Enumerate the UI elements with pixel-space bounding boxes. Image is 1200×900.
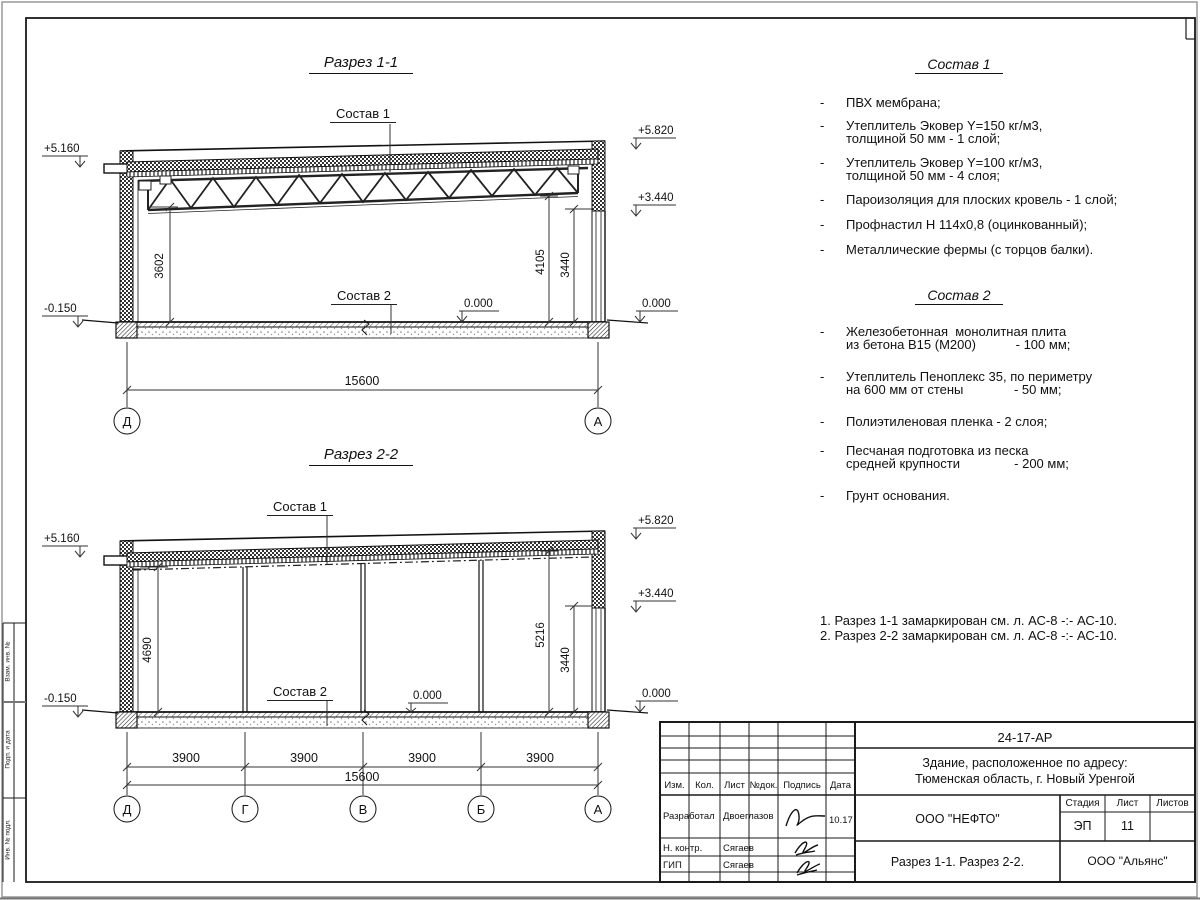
svg-text:В: В <box>358 802 368 817</box>
name-gip: Сягаев <box>723 860 754 871</box>
composition-1-title: Состав 1 <box>915 56 1003 74</box>
bullet: - <box>820 217 825 232</box>
list-item: - Песчаная подготовка из песка средней крупности - 200 мм; <box>820 443 1069 471</box>
svg-text:Д: Д <box>122 414 132 429</box>
header-data: Дата <box>829 780 852 791</box>
bullet: - <box>820 488 825 503</box>
note-line-1: 1. Разрез 1-1 замаркирован см. л. АС-8 -:- АС-10. <box>820 613 1118 628</box>
s2-right-wall <box>592 531 605 712</box>
svg-text:+5.820: +5.820 <box>638 125 674 137</box>
role-nkontr: Н. контр. <box>663 843 703 854</box>
section-2-title: Разрез 2-2 <box>309 446 413 466</box>
svg-text:+3.440: +3.440 <box>638 192 674 204</box>
s2-sostav1-label: Состав 1 <box>267 499 333 516</box>
svg-text:3900: 3900 <box>172 751 200 765</box>
list-item: - Утеплитель Эковер Y=150 кг/м3, толщиной 50 мм - 1 слой; <box>820 118 1043 146</box>
sheets-label: Листов <box>1156 798 1189 809</box>
bullet: - <box>820 95 825 110</box>
svg-text:+5.160: +5.160 <box>44 533 80 545</box>
s2-floor <box>82 710 648 728</box>
svg-text:+3.440: +3.440 <box>638 588 674 600</box>
side-stamp-podpis: Подп. и дата <box>4 730 12 769</box>
object-address-line2: Тюменская область, г. Новый Уренгой <box>915 772 1135 786</box>
object-address-line1: Здание, расположенное по адресу: <box>922 756 1128 770</box>
list-item: - Металлические фермы (с торцов балки). <box>820 242 1094 257</box>
svg-text:3900: 3900 <box>408 751 436 765</box>
doc-number: 24-17-АР <box>997 730 1053 745</box>
list-item: - ПВХ мембрана; <box>820 95 941 110</box>
s1-roof <box>127 149 598 177</box>
signature-marks <box>786 810 825 875</box>
name-razrabotal: Двоеглазов <box>723 811 774 822</box>
bullet: - <box>820 192 825 207</box>
svg-text:4690: 4690 <box>142 637 154 663</box>
bullet: - <box>820 443 825 458</box>
list-item: - Профнастил Н 114х0,8 (оцинкованный); <box>820 217 1088 232</box>
s1-bottom-dims <box>114 342 611 434</box>
svg-text:4105: 4105 <box>535 249 547 275</box>
svg-text:Б: Б <box>476 802 486 817</box>
sheet-title: Разрез 1-1. Разрез 2-2. <box>890 855 1025 869</box>
bullet: - <box>820 242 825 257</box>
date-razrabotal: 10.17 <box>829 815 853 826</box>
list-item: - Полиэтиленовая пленка - 2 слоя; <box>820 414 1048 429</box>
section-1-title: Разрез 1-1 <box>309 54 413 74</box>
header-ndok: №док. <box>749 780 778 791</box>
svg-text:0.000: 0.000 <box>642 298 671 310</box>
contractor-name: ООО "Альянс" <box>1087 854 1168 868</box>
s2-sostav2-label: Состав 2 <box>267 684 333 701</box>
svg-text:5216: 5216 <box>535 622 547 648</box>
list-item: - Железобетонная монолитная плита из бетона В15 (М200) - 100 мм; <box>820 324 1071 352</box>
side-stamp-inv: Инв. № подл. <box>4 819 12 860</box>
svg-text:0.000: 0.000 <box>464 298 493 310</box>
bullet: - <box>820 155 825 170</box>
company-name: ООО "НЕФТО" <box>915 812 1000 826</box>
svg-text:+5.160: +5.160 <box>44 143 80 155</box>
header-list: Лист <box>724 780 745 791</box>
stage-label: Стадия <box>1065 798 1100 809</box>
bullet: - <box>820 414 825 429</box>
header-kol: Кол. <box>695 780 714 791</box>
svg-text:Д: Д <box>122 802 132 817</box>
composition-2-title: Состав 2 <box>915 287 1003 305</box>
list-item: - Утеплитель Пеноплекс 35, по периметру на 600 мм от стены - 50 мм; <box>820 369 1093 397</box>
svg-text:3440: 3440 <box>560 647 572 673</box>
s1-sostav2-label: Состав 2 <box>331 288 397 305</box>
svg-text:-0.150: -0.150 <box>44 693 77 705</box>
svg-text:15600: 15600 <box>344 374 380 388</box>
header-izm: Изм. <box>664 780 685 791</box>
s2-dim-right <box>540 547 592 716</box>
svg-text:0.000: 0.000 <box>642 688 671 700</box>
list-item: - Утеплитель Эковер Y=100 кг/м3, толщиной 50 мм - 4 слоя; <box>820 155 1043 183</box>
s1-sostav1-label: Состав 1 <box>330 106 396 123</box>
note-line-2: 2. Разрез 2-2 замаркирован см. л. АС-8 -:- АС-10. <box>820 628 1118 643</box>
role-gip: ГИП <box>663 860 682 871</box>
bullet: - <box>820 369 825 384</box>
name-nkontr: Сягаев <box>723 843 754 854</box>
bullet: - <box>820 324 825 339</box>
section-2-2-drawing <box>42 515 678 822</box>
svg-text:0.000: 0.000 <box>413 690 442 702</box>
svg-text:3602: 3602 <box>154 253 166 279</box>
s1-floor <box>82 320 648 338</box>
list-item: - Грунт основания. <box>820 488 950 503</box>
s1-right-wall <box>592 141 605 322</box>
sheet-number: 11 <box>1121 819 1134 833</box>
stage-value: ЭП <box>1073 819 1092 833</box>
header-podpis: Подпись <box>783 780 821 791</box>
sheet-label: Лист <box>1116 798 1139 809</box>
svg-text:А: А <box>593 802 603 817</box>
s2-roof <box>127 540 598 570</box>
bullet: - <box>820 118 825 133</box>
svg-text:А: А <box>593 414 603 429</box>
side-stamp-vzam: Взам. инв. № <box>4 641 12 682</box>
svg-text:3900: 3900 <box>526 751 554 765</box>
list-item: - Пароизоляция для плоских кровель - 1 слой; <box>820 192 1118 207</box>
role-razrabotal: Разработал <box>663 811 715 822</box>
svg-text:-0.150: -0.150 <box>44 303 77 315</box>
svg-text:Г: Г <box>241 802 249 817</box>
svg-text:15600: 15600 <box>344 770 380 784</box>
svg-text:3440: 3440 <box>560 252 572 278</box>
svg-text:+5.820: +5.820 <box>638 515 674 527</box>
svg-text:3900: 3900 <box>290 751 318 765</box>
section-1-1-drawing <box>42 124 678 434</box>
